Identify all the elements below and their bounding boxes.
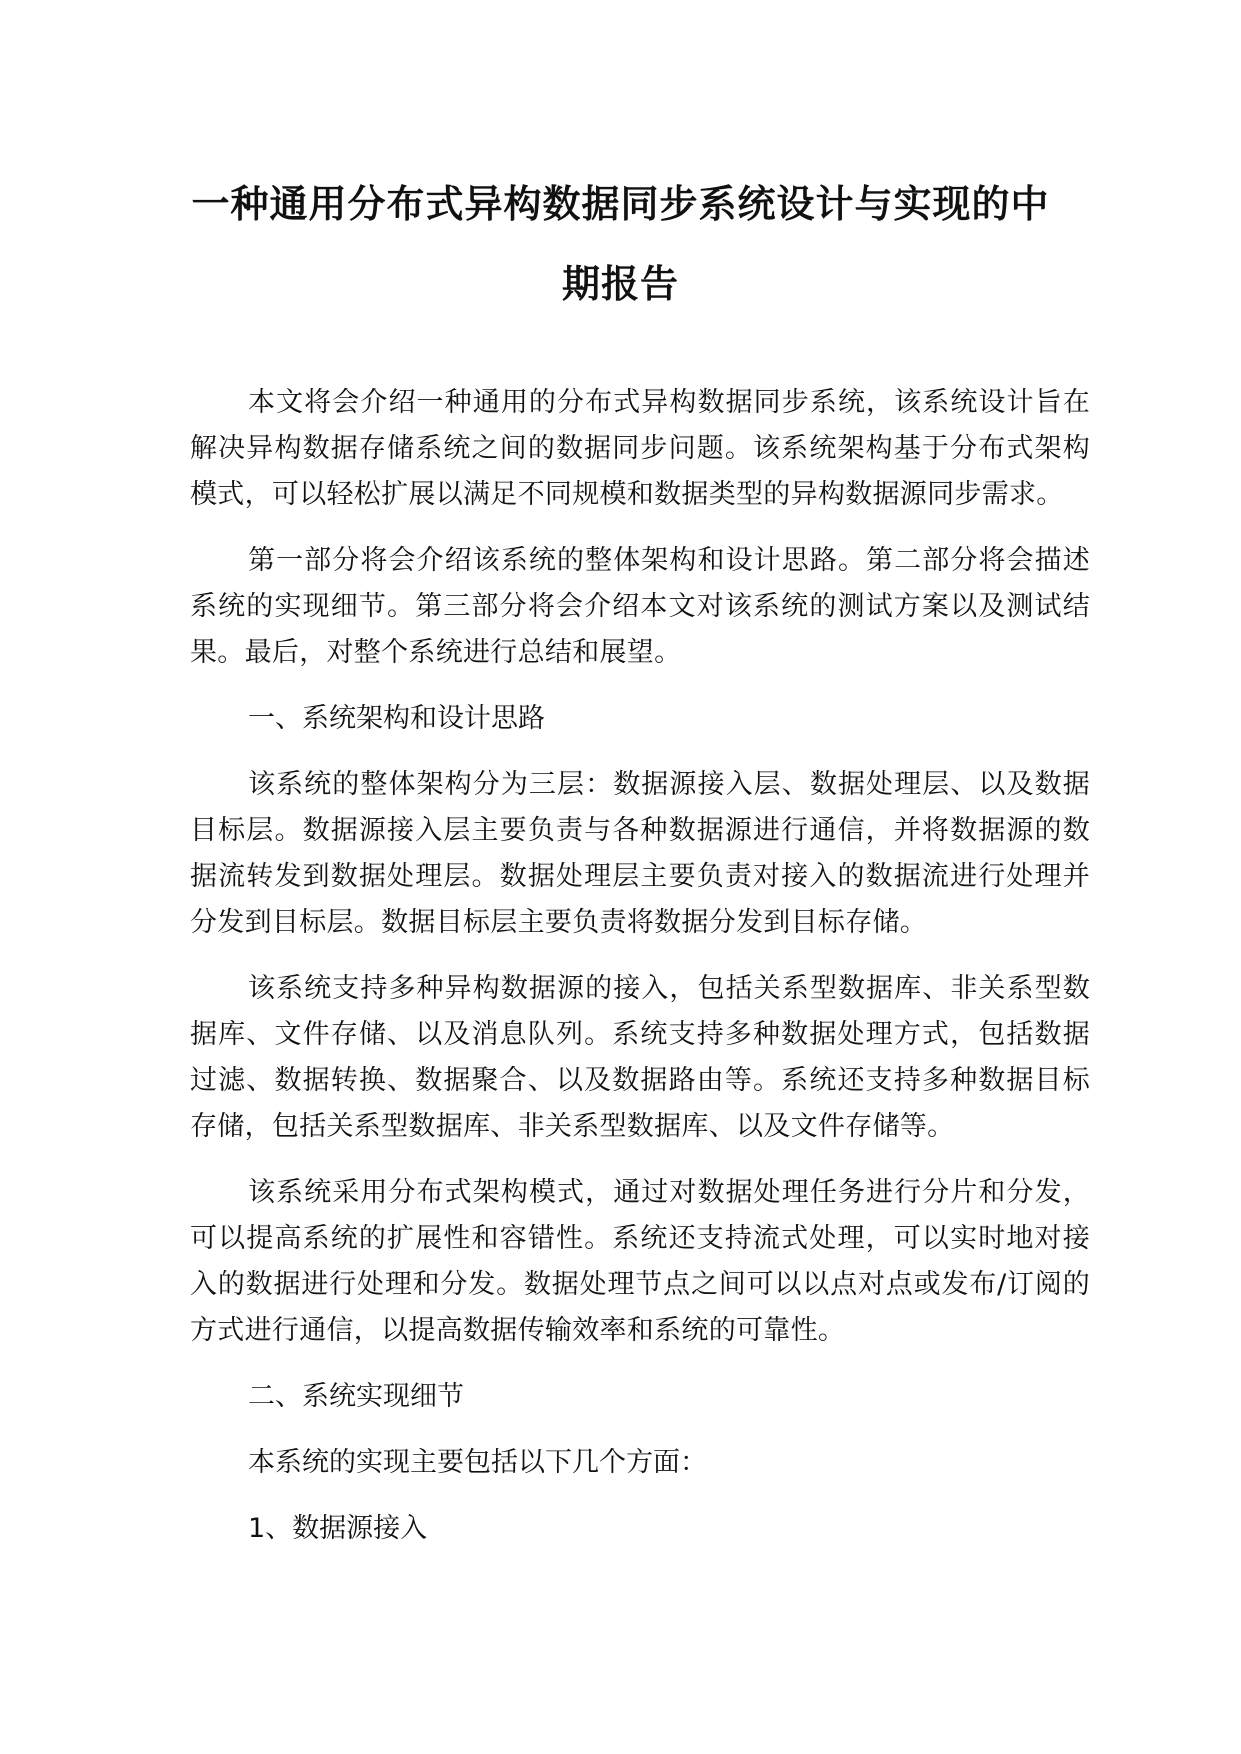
subsection-1-heading: 1、数据源接入 xyxy=(248,1513,428,1544)
section-1-heading: 一、系统架构和设计思路 xyxy=(248,703,545,734)
document-body xyxy=(190,380,1090,1572)
section-1-paragraph-3: 该系统采用分布式架构模式，通过对数据处理任务进行分片和分发，可以提高系统的扩展性和容错性。系统还支持流式处理，可以实时地对接入的数据进行处理和分发。数据处理节点之间可以以点对点或发布/订阅的方式进行通信，以提高数据传输效率和系统的可靠性。 xyxy=(190,1177,1090,1346)
section-1-paragraph-1: 该系统的整体架构分为三层：数据源接入层、数据处理层、以及数据目标层。数据源接入层主要负责与各种数据源进行通信，并将数据源的数据流转发到数据处理层。数据处理层主要负责对接入的数据流进行处理并分发到目标层。数据目标层主要负责将数据分发到目标存储。 xyxy=(190,769,1090,938)
intro-paragraph-2: 第一部分将会介绍该系统的整体架构和设计思路。第二部分将会描述系统的实现细节。第三部分将会介绍本文对该系统的测试方案以及测试结果。最后，对整个系统进行总结和展望。 xyxy=(190,545,1090,668)
intro-paragraph-1: 本文将会介绍一种通用的分布式异构数据同步系统，该系统设计旨在解决异构数据存储系统之间的数据同步问题。该系统架构基于分布式架构模式，可以轻松扩展以满足不同规模和数据类型的异构数据源同步需求。 xyxy=(190,387,1090,510)
section-1-paragraph-2: 该系统支持多种异构数据源的接入，包括关系型数据库、非关系型数据库、文件存储、以及消息队列。系统支持多种数据处理方式，包括数据过滤、数据转换、数据聚合、以及数据路由等。系统还支持多种数据目标存储，包括关系型数据库、非关系型数据库、以及文件存储等。 xyxy=(190,973,1090,1142)
section-2-intro: 本系统的实现主要包括以下几个方面： xyxy=(248,1447,707,1478)
document-title-line-1: 一种通用分布式异构数据同步系统设计与实现的中 xyxy=(191,182,1050,226)
section-2-heading: 二、系统实现细节 xyxy=(248,1381,464,1412)
document-title-line-2: 期报告 xyxy=(561,262,679,306)
